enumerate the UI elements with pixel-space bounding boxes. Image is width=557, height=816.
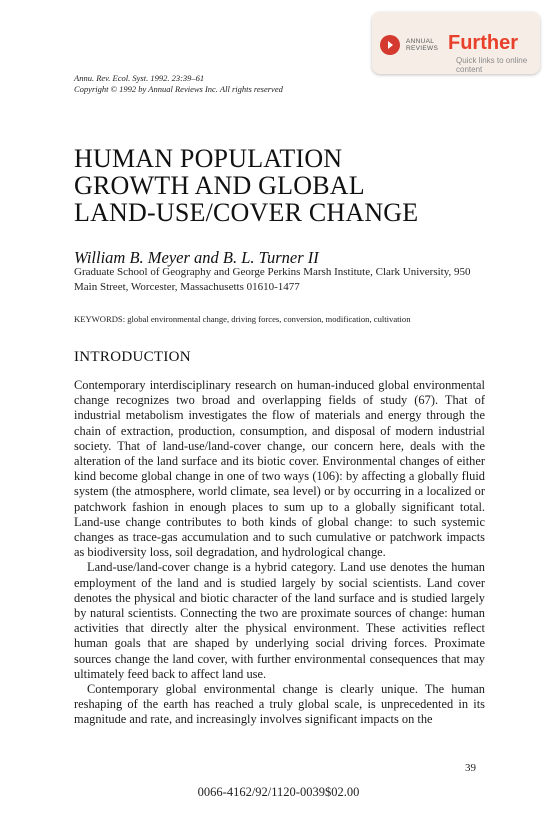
body-paragraph: Land-use/land-cover change is a hybrid category. Land use denotes the human employment of the land and is studied largely by social scientists. Land cover denotes the physical and biotic character of the land surface and is studied largely by natural scientists. Connecting the two are proximate sources of change: human activities that directly alter the physical environment. These activities reflect human goals that are shaped by underlying social driving forces. Proximate sources change the land cover, with further environmental consequences that may ultimately feed back to affect land use. <box>74 560 485 681</box>
annual-reviews-label: ANNUAL REVIEWS <box>406 38 439 52</box>
annual-reviews-logo-icon <box>380 35 400 55</box>
title-line: HUMAN POPULATION <box>74 144 343 173</box>
section-heading: INTRODUCTION <box>74 349 191 365</box>
title-line: GROWTH AND GLOBAL <box>74 171 365 200</box>
keywords: KEYWORDS: global environmental change, driving forces, conversion, modification, cultivation <box>74 314 411 324</box>
further-banner[interactable] <box>372 12 540 74</box>
quick-links-tagline[interactable]: Quick links to online content <box>456 56 528 74</box>
body-paragraph: Contemporary global environmental change is clearly unique. The human reshaping of the earth has reached a truly global scale, is unprecedented in its magnitude and rate, and increasingly involves significant impacts on the <box>74 682 485 727</box>
authors: William B. Meyer and B. L. Turner II <box>74 248 319 267</box>
citation-line: Annu. Rev. Ecol. Syst. 1992. 23:39–61 <box>74 73 205 83</box>
article-body <box>74 378 485 728</box>
page-number: 39 <box>465 762 476 774</box>
affiliation: Graduate School of Geography and George Perkins Marsh Institute, Clark University, 950 Main Street, Worcester, Massachusetts 01610-1477 <box>74 266 471 293</box>
article-title <box>74 145 418 226</box>
copyright-line: Copyright © 1992 by Annual Reviews Inc. All rights reserved <box>74 84 283 94</box>
body-paragraph: Contemporary interdisciplinary research on human-induced global environmental change recognizes two broad and overlapping fields of study (67). That of industrial metabolism investigates the flow of materials and energy through the chain of extraction, production, consumption, and disposal of modern industrial society. That of land-use/land-cover change, our concern here, deals with the alteration of the land surface and its biotic cover. Environmental changes of either kind become global change in one of two ways (106): by affecting a globally fluid system (the atmosphere, world climate, sea level) or by occurring in a localized or patchwork fashion in enough places to sum up to a globally significant total. Land-use change contributes to both kinds of global change: to such systemic changes as trace-gas accumulation and to such cumulative or patchwork impacts as biodiversity loss, soil degradation, and hydrological change. <box>74 378 485 560</box>
title-line: LAND-USE/COVER CHANGE <box>74 198 419 227</box>
further-label[interactable]: Further <box>448 32 518 54</box>
journal-citation <box>74 73 283 95</box>
footer-code: 0066-4162/92/1120-0039$02.00 <box>197 785 360 799</box>
